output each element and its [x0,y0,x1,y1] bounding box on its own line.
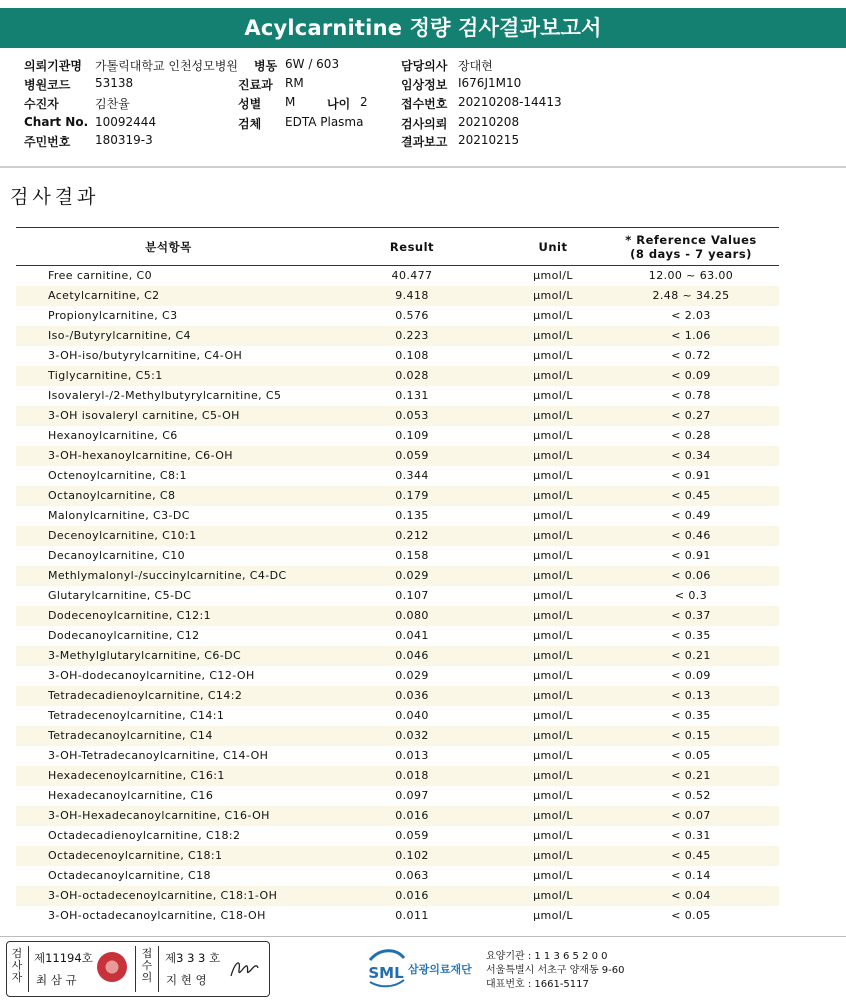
table-row [16,706,779,726]
unit: μmol/L [533,889,573,902]
reference-value: < 0.06 [671,569,711,582]
result-value: 0.053 [395,409,429,422]
reference-value: < 0.45 [671,489,711,502]
unit: μmol/L [533,349,573,362]
unit: μmol/L [533,309,573,322]
result-value: 0.029 [395,569,429,582]
header-reference [603,228,779,266]
doctor-label: 담당의사 [401,59,448,73]
analyte-name: Methlymalonyl-/succinylcarnitine, C4-DC [48,569,287,582]
reference-value: < 0.72 [671,349,711,362]
analyte-name: Decenoylcarnitine, C10:1 [48,529,197,542]
reference-value: < 0.31 [671,829,711,842]
unit: μmol/L [533,569,573,582]
patient-info [0,48,846,166]
analyte-name: Free carnitine, C0 [48,269,152,283]
confirmer-name: 지 현 영 [166,973,207,987]
stamp-divider [28,946,29,992]
ward-value: 6W / 603 [285,57,340,71]
result-value: 0.028 [395,369,429,382]
reference-value: < 0.05 [671,749,711,762]
result-value: 0.108 [395,349,429,362]
results-table [16,227,779,926]
table-row [16,826,779,846]
test-request-label: 검사의뢰 [401,117,448,131]
table-row [16,886,779,906]
result-value: 0.018 [395,769,429,782]
header-item: 분석항목 [16,228,321,266]
unit: μmol/L [533,709,573,722]
table-row [16,906,779,926]
result-report-value: 20210215 [458,133,520,147]
unit: μmol/L [533,469,573,482]
analyte-name: Isovaleryl-/2-Methylbutyrylcarnitine, C5 [48,389,282,402]
table-row [16,866,779,886]
result-value: 0.029 [395,669,429,682]
result-value: 0.032 [395,729,429,742]
table-row [16,626,779,646]
result-value: 0.046 [395,649,429,662]
reference-value: < 0.21 [671,769,711,782]
reference-value: < 0.04 [671,889,711,902]
table-row [16,366,779,386]
analyte-name: Decanoylcarnitine, C10 [48,549,186,562]
unit: μmol/L [533,329,573,342]
resident-id-value: 180319-3 [95,133,153,147]
analyte-name: 3-OH-dodecanoylcarnitine, C12-OH [48,669,255,682]
unit: μmol/L [533,629,573,642]
confirmer-label: 접수의 [141,947,153,984]
result-value: 0.063 [395,869,429,882]
unit: μmol/L [533,809,573,822]
result-value: 0.109 [395,429,429,442]
table-row [16,566,779,586]
footer-divider [0,936,846,937]
table-row [16,586,779,606]
dept-value: RM [285,76,304,90]
age-label: 나이 [327,97,351,111]
analyte-name: Octenoylcarnitine, C8:1 [48,469,187,482]
result-value: 0.135 [395,509,429,522]
sml-logo-text: SML [368,964,404,982]
header-reference-line2: (8 days - 7 years) [630,246,752,261]
sex-label: 성별 [238,97,262,111]
unit: μmol/L [533,389,573,402]
org-code: 요양기관 : 1 1 3 6 5 2 0 0 [486,951,608,962]
reference-value: < 0.52 [671,789,711,802]
org-phone: 대표번호 : 1661-5117 [486,979,589,990]
analyte-name: Acetylcarnitine, C2 [48,289,160,302]
sml-logo-icon [366,948,406,988]
analyte-name: 3-OH-Tetradecanoylcarnitine, C14-OH [48,749,269,762]
unit: μmol/L [533,649,573,662]
examiner-label: 검사자 [11,947,23,984]
unit: μmol/L [533,869,573,882]
reference-value: < 0.37 [671,609,711,622]
analyte-name: Hexadecenoylcarnitine, C16:1 [48,769,225,782]
requester-label: 의뢰기관명 [24,59,82,73]
table-row [16,806,779,826]
result-value: 0.158 [395,549,429,562]
reference-value: < 0.21 [671,649,711,662]
reference-value: < 0.15 [671,729,711,742]
reference-value: 2.48 ~ 34.25 [652,289,730,302]
unit: μmol/L [533,529,573,542]
unit: μmol/L [533,269,573,283]
analyte-name: Dodecenoylcarnitine, C12:1 [48,609,212,622]
clinical-info-value: I676J1M10 [458,76,522,90]
analyte-name: 3-OH-octadecenoylcarnitine, C18:1-OH [48,889,278,902]
chart-no-label: Chart No. [24,115,89,129]
unit: μmol/L [533,509,573,522]
analyte-name: Malonylcarnitine, C3-DC [48,509,190,522]
reference-value: < 0.35 [671,709,711,722]
result-value: 0.102 [395,849,429,862]
analyte-name: Octanoylcarnitine, C8 [48,489,176,502]
analyte-name: Iso-/Butyrylcarnitine, C4 [48,329,191,342]
reference-value: < 0.27 [671,409,711,422]
analyte-name: 3-OH-Hexadecanoylcarnitine, C16-OH [48,809,270,822]
table-row [16,386,779,406]
reference-value: < 0.05 [671,909,711,922]
unit: μmol/L [533,489,573,502]
signature-box [6,941,270,997]
ward-label: 병동 [254,59,278,73]
table-row [16,746,779,766]
unit: μmol/L [533,369,573,382]
specimen-label: 검체 [238,117,262,131]
header-divider [0,166,846,168]
result-value: 0.016 [395,809,429,822]
result-value: 0.223 [395,329,429,342]
analyte-name: Hexanoylcarnitine, C6 [48,429,178,442]
reference-value: < 1.06 [671,329,711,342]
analyte-name: Propionylcarnitine, C3 [48,309,178,322]
analyte-name: Octadecadienoylcarnitine, C18:2 [48,829,241,842]
analyte-name: 3-OH isovaleryl carnitine, C5-OH [48,409,240,422]
reference-value: < 0.45 [671,849,711,862]
table-row [16,846,779,866]
result-value: 0.344 [395,469,429,482]
unit: μmol/L [533,429,573,442]
unit: μmol/L [533,609,573,622]
reference-value: < 0.91 [671,469,711,482]
analyte-name: Tetradecenoylcarnitine, C14:1 [48,709,225,722]
reference-value: 12.00 ~ 63.00 [648,269,734,283]
org-info [486,950,625,992]
unit: μmol/L [533,549,573,562]
reference-value: < 0.07 [671,809,711,822]
table-row [16,426,779,446]
age-value: 2 [360,95,368,109]
result-value: 0.212 [395,529,429,542]
table-row [16,786,779,806]
table-row [16,666,779,686]
analyte-name: 3-OH-octadecanoylcarnitine, C18-OH [48,909,266,922]
table-row [16,406,779,426]
table-row [16,766,779,786]
result-value: 0.097 [395,789,429,802]
table-row [16,266,779,286]
hospital-code-value: 53138 [95,76,134,90]
unit: μmol/L [533,769,573,782]
unit: μmol/L [533,749,573,762]
table-row [16,346,779,366]
reference-value: < 0.14 [671,869,711,882]
doctor-value: 장대현 [458,59,493,73]
reference-value: < 0.3 [674,589,708,602]
unit: μmol/L [533,589,573,602]
table-row [16,446,779,466]
patient-label: 수진자 [24,97,59,111]
table-row [16,326,779,346]
analyte-name: Glutarylcarnitine, C5-DC [48,589,192,602]
unit: μmol/L [533,689,573,702]
table-row [16,526,779,546]
result-value: 9.418 [395,289,429,302]
result-value: 0.576 [395,309,429,322]
sml-logo [366,948,478,988]
chart-no-value: 10092444 [95,115,157,129]
resident-id-label: 주민번호 [24,135,71,149]
analyte-name: Tetradecadienoylcarnitine, C14:2 [48,689,243,702]
unit: μmol/L [533,829,573,842]
seal-stamp-icon [97,952,127,982]
examiner-name: 최 삼 규 [36,973,77,987]
results-body [16,266,779,926]
unit: μmol/L [533,289,573,302]
clinical-info-label: 임상정보 [401,78,448,92]
hospital-code-label: 병원코드 [24,78,71,92]
sex-value: M [285,95,296,109]
analyte-name: 3-OH-iso/butyrylcarnitine, C4-OH [48,349,243,362]
table-row [16,466,779,486]
header-reference-line1: * Reference Values [625,232,757,247]
result-value: 40.477 [391,269,433,283]
unit: μmol/L [533,849,573,862]
analyte-name: Octadecenoylcarnitine, C18:1 [48,849,223,862]
analyte-name: 3-Methylglutarylcarnitine, C6-DC [48,649,242,662]
unit: μmol/L [533,789,573,802]
table-row [16,546,779,566]
dept-label: 진료과 [238,78,273,92]
reference-value: < 0.78 [671,389,711,402]
signature-icon [227,956,261,982]
analyte-name: Tiglycarnitine, C5:1 [48,369,163,382]
unit: μmol/L [533,449,573,462]
receipt-value: 20210208-14413 [458,95,562,109]
specimen-value: EDTA Plasma [285,115,364,129]
reference-value: < 0.09 [671,369,711,382]
unit: μmol/L [533,729,573,742]
table-row [16,606,779,626]
result-value: 0.080 [395,609,429,622]
analyte-name: Octadecanoylcarnitine, C18 [48,869,211,882]
stamp-divider [135,946,136,992]
report-title: Acylcarnitine 정량 검사결과보고서 [0,8,846,48]
confirmer-license: 제3 3 3 호 [165,951,221,965]
header-result: Result [321,228,503,266]
reference-value: < 0.35 [671,629,711,642]
result-value: 0.041 [395,629,429,642]
reference-value: < 0.49 [671,509,711,522]
result-value: 0.107 [395,589,429,602]
reference-value: < 0.91 [671,549,711,562]
reference-value: < 0.28 [671,429,711,442]
table-row [16,646,779,666]
table-row [16,686,779,706]
result-value: 0.040 [395,709,429,722]
result-value: 0.059 [395,449,429,462]
reference-value: < 0.46 [671,529,711,542]
analyte-name: Dodecanoylcarnitine, C12 [48,629,200,642]
analyte-name: Hexadecanoylcarnitine, C16 [48,789,214,802]
patient-value: 김찬율 [95,97,130,111]
unit: μmol/L [533,669,573,682]
table-row [16,306,779,326]
result-value: 0.059 [395,829,429,842]
result-value: 0.179 [395,489,429,502]
table-row [16,486,779,506]
result-report-label: 결과보고 [401,135,448,149]
result-value: 0.036 [395,689,429,702]
reference-value: < 0.09 [671,669,711,682]
examiner-license: 제11194호 [34,951,93,965]
table-header-row [16,228,779,266]
org-address: 서울특별시 서초구 양재동 9-60 [486,965,625,976]
org-name: 삼광의료재단 [408,963,472,976]
result-value: 0.131 [395,389,429,402]
reference-value: < 0.34 [671,449,711,462]
result-value: 0.013 [395,749,429,762]
result-value: 0.016 [395,889,429,902]
requester-value: 가톨릭대학교 인천성모병원 [95,59,238,73]
unit: μmol/L [533,909,573,922]
unit: μmol/L [533,409,573,422]
reference-value: < 0.13 [671,689,711,702]
header-unit: Unit [503,228,603,266]
table-row [16,726,779,746]
stamp-divider [158,946,159,992]
receipt-label: 접수번호 [401,97,448,111]
analyte-name: Tetradecanoylcarnitine, C14 [48,729,213,742]
test-request-value: 20210208 [458,115,520,129]
reference-value: < 2.03 [671,309,711,322]
table-row [16,506,779,526]
result-value: 0.011 [395,909,429,922]
table-row [16,286,779,306]
analyte-name: 3-OH-hexanoylcarnitine, C6-OH [48,449,233,462]
section-title: 검사결과 [10,186,100,208]
